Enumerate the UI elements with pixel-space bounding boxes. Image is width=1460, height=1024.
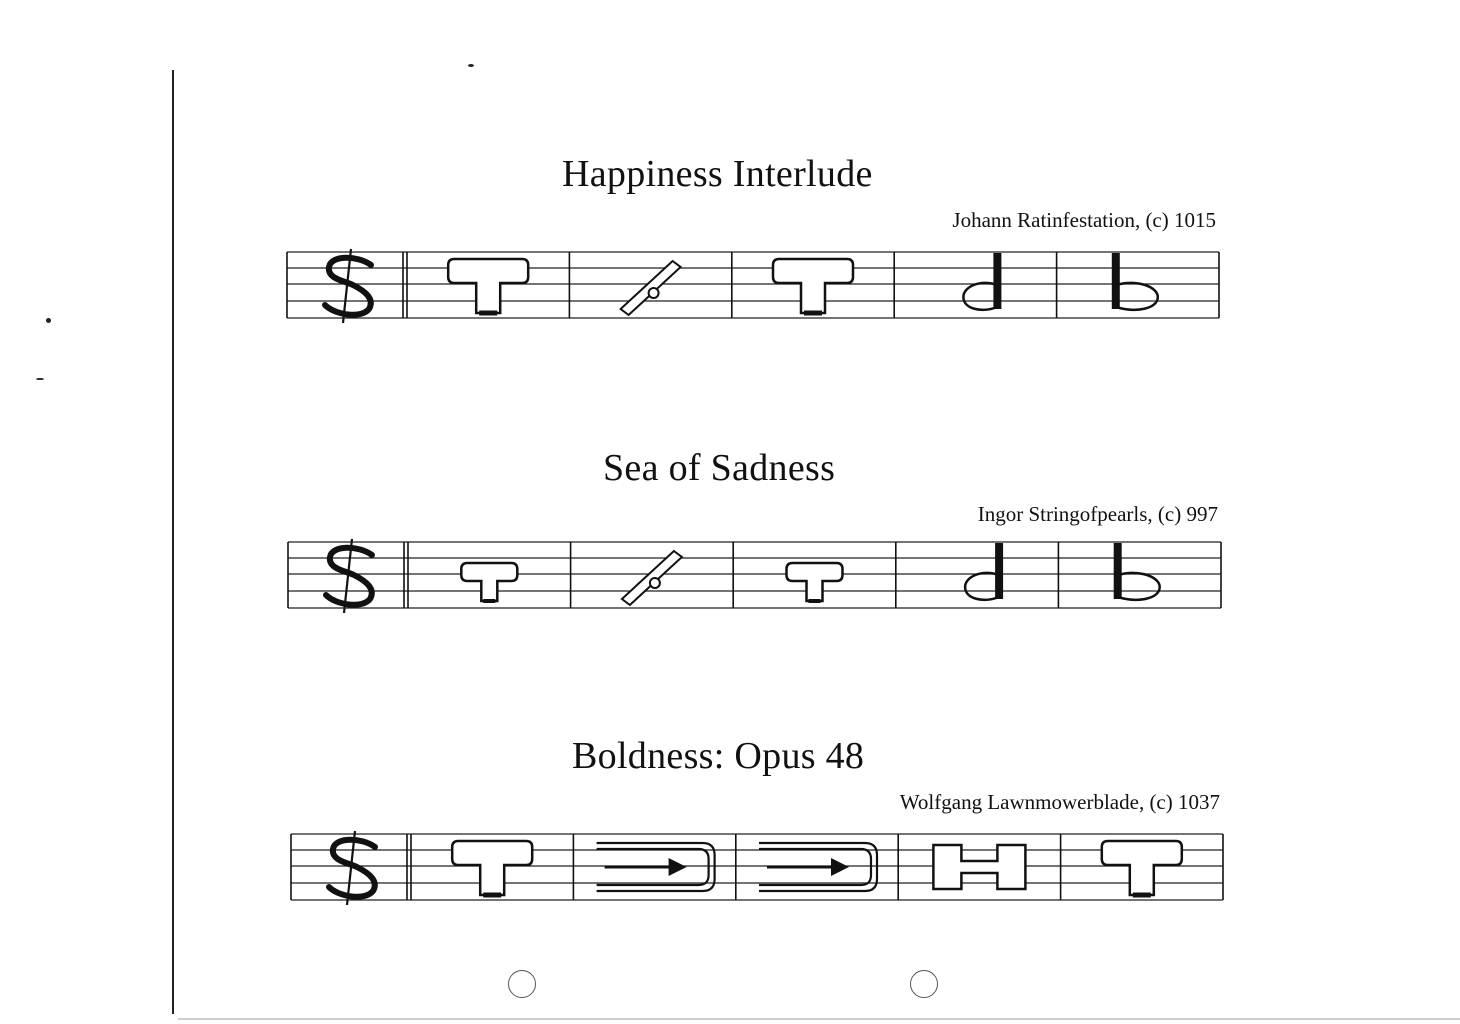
staff-svg [288, 540, 1221, 610]
dollar-clef-icon [329, 831, 375, 905]
slash-note-icon [621, 261, 681, 315]
piece-title: Boldness: Opus 48 [572, 735, 865, 777]
piece-title: Sea of Sadness [603, 447, 836, 489]
small-t-note-icon [787, 563, 843, 601]
music-staff [291, 832, 1223, 902]
punch-hole-left [508, 970, 536, 998]
dollar-clef-icon [325, 249, 371, 323]
big-t-note-icon [773, 259, 853, 313]
music-staff [287, 250, 1219, 320]
big-t-note-icon [452, 841, 532, 895]
staff-svg [291, 832, 1223, 902]
staff-svg [287, 250, 1219, 320]
left-margin-line [172, 70, 174, 1014]
paper-speck [468, 64, 474, 67]
big-t-note-icon [448, 259, 528, 313]
paper-speck [36, 378, 44, 380]
big-t-note-icon [1102, 841, 1182, 895]
piece-title: Happiness Interlude [562, 153, 873, 195]
page-bottom-edge [178, 1018, 1460, 1020]
dollar-clef-icon [326, 539, 372, 613]
piece-composer: Wolfgang Lawnmowerblade, (c) 1037 [899, 790, 1220, 814]
paper-speck [46, 318, 51, 323]
small-t-note-icon [461, 563, 517, 601]
slash-note-icon [622, 551, 682, 605]
piece-composer: Ingor Stringofpearls, (c) 997 [977, 502, 1218, 526]
music-staff [288, 540, 1221, 610]
punch-hole-right [910, 970, 938, 998]
piece-composer: Johann Ratinfestation, (c) 1015 [952, 208, 1216, 232]
